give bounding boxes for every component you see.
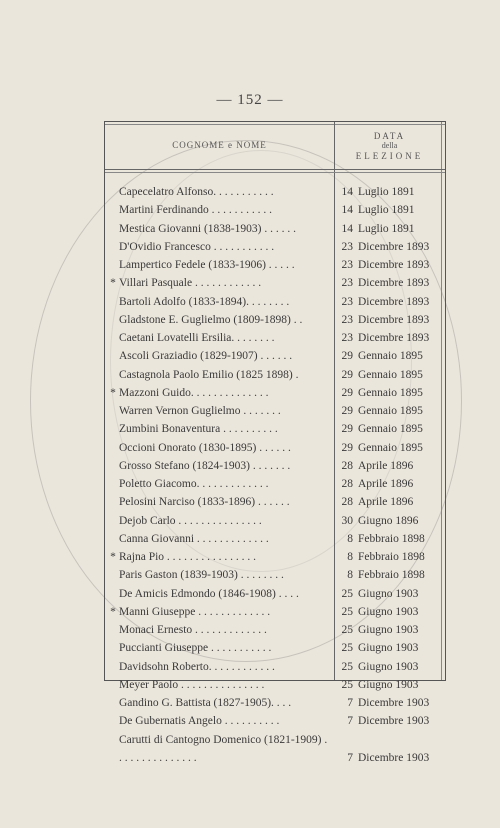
table-row [105,731,445,767]
election-day: 28 [341,478,353,490]
table-row [105,585,445,603]
member-name: Lampertico Fedele (1833-1906) . . . . . [119,259,295,271]
election-month-year: Giugno 1903 [358,624,419,636]
member-name: Pelosini Narciso (1833-1896) . . . . . . [119,496,290,509]
member-name: Manni Giuseppe . . . . . . . . . . . . . [119,605,271,618]
member-name: Mestica Giovanni (1838-1903) . . . . . . [119,222,296,235]
table-row [105,420,445,438]
member-name: Paris Gaston (1839-1903) . . . . . . . . [119,569,284,582]
table-row [105,639,445,657]
election-date [337,402,443,420]
member-name: Grosso Stefano (1824-1903) . . . . . . . [119,459,291,472]
election-date [337,512,443,530]
header-rule [105,169,445,170]
table-row [105,347,445,365]
election-date [337,238,443,256]
member-name: Meyer Paolo . . . . . . . . . . . . . . . [119,678,265,691]
election-month-year: Giugno 1903 [358,660,419,673]
election-date [337,694,443,712]
table-row [105,658,445,676]
election-day: 25 [341,678,353,691]
member-name: Puccianti Giuseppe . . . . . . . . . . . [119,642,272,655]
election-day: 25 [341,660,353,673]
election-day: 29 [341,386,353,399]
election-date [337,220,443,238]
member-name: Warren Vernon Guglielmo . . . . . . . [119,405,281,417]
table-row [105,274,445,292]
election-date [337,749,443,767]
header-rule-double [105,172,445,173]
election-month-year: Aprile 1896 [358,496,414,509]
page-number: — 152 — [216,92,284,108]
table-row [105,475,445,493]
header-name-column: COGNOME e NOME [172,140,267,150]
election-date [337,566,443,584]
election-month-year: Gennaio 1895 [358,405,423,417]
election-month-year: Gennaio 1895 [358,423,423,436]
election-date [337,274,443,292]
election-month-year: Dicembre 1893 [358,259,430,271]
election-month-year: Dicembre 1893 [358,277,430,290]
asterisk-mark: * [110,386,116,399]
election-date [337,293,443,311]
header-date-line3: ELEZIONE [355,151,424,161]
election-date [337,621,443,639]
table-row [105,311,445,329]
member-name: Bartoli Adolfo (1833-1894). . . . . . . . [119,295,290,308]
election-month-year: Gennaio 1895 [358,386,423,399]
election-month-year: Dicembre 1893 [358,240,430,253]
election-date [337,639,443,657]
election-month-year: Luglio 1891 [358,222,415,235]
election-date [337,475,443,493]
election-day: 23 [341,313,353,326]
member-name: Mazzoni Guido. . . . . . . . . . . . . . [119,386,269,399]
election-day: 14 [341,186,353,198]
election-day: 28 [341,459,353,472]
member-name: Poletto Giacomo. . . . . . . . . . . . . [119,478,269,490]
election-month-year: Aprile 1896 [358,478,414,490]
election-month-year: Febbraio 1898 [358,551,425,563]
member-name: Gandino G. Battista (1827-1905). . . . [119,697,292,709]
members-table [104,121,446,764]
election-date [337,201,443,219]
table-row [105,621,445,639]
election-date [337,548,443,566]
table-row [105,201,445,219]
table-row [105,566,445,584]
member-name: Villari Pasquale . . . . . . . . . . . . [119,277,262,290]
table-row [105,457,445,475]
election-month-year: Febbraio 1898 [358,569,425,582]
table-row [105,220,445,238]
election-day: 23 [341,277,353,290]
election-date [337,366,443,384]
election-date [337,658,443,676]
election-month-year: Gennaio 1895 [358,350,423,363]
election-day: 30 [341,514,353,527]
election-day: 23 [341,240,353,253]
election-day: 8 [347,532,353,545]
election-date [337,311,443,329]
table-row [105,329,445,347]
member-name: Castagnola Paolo Emilio (1825 1898) . [119,368,299,381]
election-day: 25 [341,642,353,655]
member-name: Capecelatro Alfonso. . . . . . . . . . . [119,186,274,198]
election-date [337,676,443,694]
election-day: 14 [341,222,353,235]
member-name: Canna Giovanni . . . . . . . . . . . . . [119,532,269,545]
election-month-year: Giugno 1903 [358,587,419,600]
election-date [337,384,443,402]
election-day: 23 [341,332,353,344]
election-date [337,603,443,621]
asterisk-mark: * [110,551,116,563]
table-row [105,384,445,402]
member-name: Carutti di Cantogno Domenico (1821-1909) . . . . . . . . . . . . . . . [119,733,328,764]
election-month-year: Gennaio 1895 [358,441,423,454]
table-row [105,293,445,311]
header-top-rule [105,124,445,125]
member-name: Martini Ferdinando . . . . . . . . . . . [119,204,272,217]
election-day: 28 [341,496,353,509]
election-day: 7 [347,697,353,709]
member-name: Dejob Carlo . . . . . . . . . . . . . . . [119,514,262,527]
election-date [337,183,443,201]
election-month-year: Luglio 1891 [358,186,415,198]
election-date [337,457,443,475]
election-day: 25 [341,624,353,636]
election-day: 29 [341,405,353,417]
table-row [105,512,445,530]
member-name: Occioni Onorato (1830-1895) . . . . . . [119,441,291,454]
election-day: 29 [341,368,353,381]
election-date [337,585,443,603]
election-day: 29 [341,441,353,454]
member-name: Zumbini Bonaventura . . . . . . . . . . [119,423,278,436]
election-month-year: Dicembre 1903 [358,715,430,728]
member-name: Monaci Ernesto . . . . . . . . . . . . . [119,624,267,636]
election-date [337,420,443,438]
member-name: De Amicis Edmondo (1846-1908) . . . . [119,587,299,600]
election-month-year: Giugno 1896 [358,514,419,527]
table-row [105,548,445,566]
table-row [105,183,445,201]
election-day: 29 [341,423,353,436]
table-row [105,712,445,730]
election-month-year: Dicembre 1893 [358,295,430,308]
election-date [337,347,443,365]
election-month-year: Dicembre 1903 [358,697,430,709]
election-date [337,493,443,511]
election-month-year: Dicembre 1893 [358,332,430,344]
table-row [105,238,445,256]
member-name: De Gubernatis Angelo . . . . . . . . . . [119,715,280,728]
election-month-year: Gennaio 1895 [358,368,423,381]
member-name: Gladstone E. Guglielmo (1809-1898) . . [119,313,303,326]
table-body [105,183,445,767]
asterisk-mark: * [110,605,116,618]
election-month-year: Febbraio 1898 [358,532,425,545]
election-day: 14 [341,204,353,217]
table-row [105,439,445,457]
election-day: 23 [341,259,353,271]
election-month-year: Dicembre 1893 [358,313,430,326]
election-month-year: Giugno 1903 [358,605,419,618]
member-name: Davidsohn Roberto. . . . . . . . . . . . [119,660,275,673]
election-day: 8 [347,569,353,582]
table-row [105,694,445,712]
table-row [105,366,445,384]
election-date [337,712,443,730]
header-date-line2: della [381,141,398,150]
election-day: 23 [341,295,353,308]
table-row [105,603,445,621]
member-name: Caetani Lovatelli Ersilia. . . . . . . . [119,332,275,344]
member-name: D'Ovidio Francesco . . . . . . . . . . . [119,240,275,253]
election-day: 25 [341,587,353,600]
election-month-year: Giugno 1903 [358,642,419,655]
election-date [337,256,443,274]
election-month-year: Giugno 1903 [358,678,419,691]
election-date [337,439,443,457]
election-day: 29 [341,350,353,363]
header-date-line1: DATA [373,131,406,141]
table-row [105,402,445,420]
asterisk-mark: * [110,277,116,290]
election-month-year: Luglio 1891 [358,204,415,217]
election-day: 25 [341,605,353,618]
election-date [337,329,443,347]
election-day: 7 [347,715,353,728]
election-day: 7 [347,751,353,764]
election-date [337,530,443,548]
table-row [105,256,445,274]
table-row [105,493,445,511]
election-month-year: Dicembre 1903 [358,751,430,764]
table-row [105,530,445,548]
member-name: Ascoli Graziadio (1829-1907) . . . . . . [119,350,293,363]
election-day: 8 [347,551,353,563]
table-row [105,676,445,694]
member-name: Rajna Pio . . . . . . . . . . . . . . . . [119,551,257,563]
election-month-year: Aprile 1896 [358,459,414,472]
